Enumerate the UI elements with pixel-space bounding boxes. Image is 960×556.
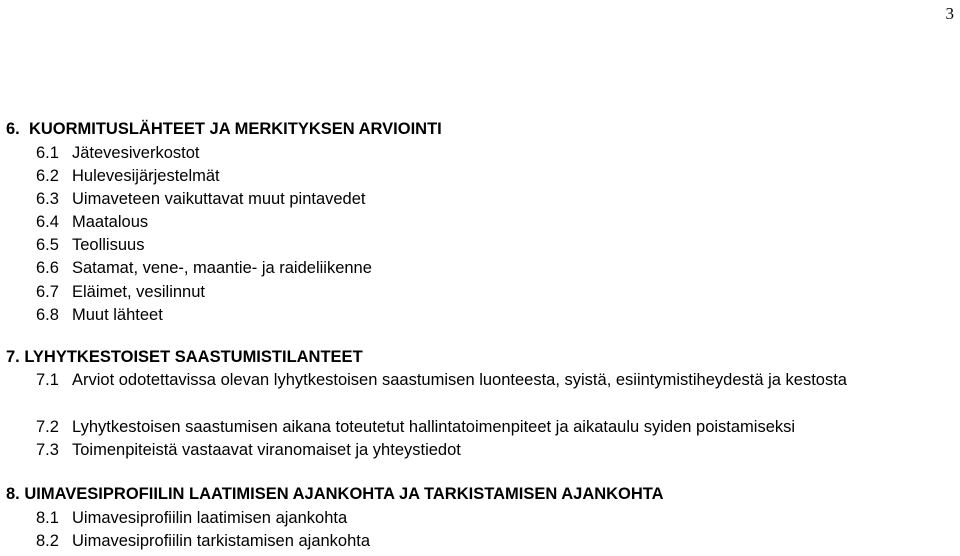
section-title: UIMAVESIPROFIILIN LAATIMISEN AJANKOHTA JA TARKISTAMISEN AJANKOHTA bbox=[24, 485, 664, 503]
toc-item-7-2[interactable] bbox=[36, 417, 795, 437]
item-label: Toimenpiteistä vastaavat viranomaiset ja yhteystiedot bbox=[72, 441, 461, 459]
page-number: 3 bbox=[945, 4, 954, 23]
section-number: 8. bbox=[6, 485, 20, 503]
item-number: 7.3 bbox=[36, 441, 59, 459]
item-number: 6.7 bbox=[36, 283, 59, 301]
item-number: 6.4 bbox=[36, 213, 59, 231]
section-heading-8[interactable] bbox=[6, 484, 664, 504]
item-label: Lyhytkestoisen saastumisen aikana toteutetut hallintatoimenpiteet ja aikataulu syiden poistamiseksi bbox=[72, 418, 796, 436]
section-heading-6[interactable] bbox=[6, 119, 442, 139]
toc-item-6-8[interactable] bbox=[36, 305, 163, 325]
item-label: Jätevesiverkostot bbox=[72, 144, 200, 162]
item-label: Muut lähteet bbox=[72, 306, 163, 324]
section-number: 7. bbox=[6, 348, 20, 366]
item-label: Eläimet, vesilinnut bbox=[72, 283, 205, 301]
item-label: Uimavesiprofiilin laatimisen ajankohta bbox=[72, 509, 348, 527]
item-label: Maatalous bbox=[72, 213, 149, 231]
toc-item-7-1[interactable] bbox=[36, 370, 952, 390]
toc-item-8-2[interactable] bbox=[36, 531, 370, 551]
item-number: 6.1 bbox=[36, 144, 59, 162]
section-title: LYHYTKESTOISET SAASTUMISTILANTEET bbox=[24, 348, 363, 366]
item-label: Uimaveteen vaikuttavat muut pintavedet bbox=[72, 190, 366, 208]
item-number: 8.1 bbox=[36, 509, 59, 527]
section-heading-7[interactable] bbox=[6, 347, 363, 367]
item-label: Teollisuus bbox=[72, 236, 145, 254]
item-number: 7.1 bbox=[36, 371, 59, 389]
toc-item-7-3[interactable] bbox=[36, 440, 461, 460]
toc-item-6-2[interactable] bbox=[36, 166, 220, 186]
item-number: 6.6 bbox=[36, 259, 59, 277]
item-number: 6.2 bbox=[36, 167, 59, 185]
toc-item-6-7[interactable] bbox=[36, 282, 205, 302]
toc-item-6-5[interactable] bbox=[36, 235, 144, 255]
section-number: 6. bbox=[6, 120, 20, 138]
item-label: Arviot odotettavissa olevan lyhytkestoisen saastumisen luonteesta, syistä, esiintymistiheydestä ja kestosta bbox=[72, 371, 847, 389]
item-number: 6.8 bbox=[36, 306, 59, 324]
toc-item-6-4[interactable] bbox=[36, 212, 148, 232]
item-label: Satamat, vene-, maantie- ja raideliikenne bbox=[72, 259, 372, 277]
item-label: Hulevesijärjestelmät bbox=[72, 167, 220, 185]
toc-item-6-3[interactable] bbox=[36, 189, 366, 209]
toc-item-8-1[interactable] bbox=[36, 508, 347, 528]
item-number: 6.3 bbox=[36, 190, 59, 208]
item-number: 6.5 bbox=[36, 236, 59, 254]
item-label: Uimavesiprofiilin tarkistamisen ajankohta bbox=[72, 532, 371, 550]
toc-item-6-6[interactable] bbox=[36, 258, 372, 278]
item-number: 8.2 bbox=[36, 532, 59, 550]
section-title: KUORMITUSLÄHTEET JA MERKITYKSEN ARVIOINTI bbox=[28, 120, 442, 138]
toc-item-6-1[interactable] bbox=[36, 143, 199, 163]
item-number: 7.2 bbox=[36, 418, 59, 436]
